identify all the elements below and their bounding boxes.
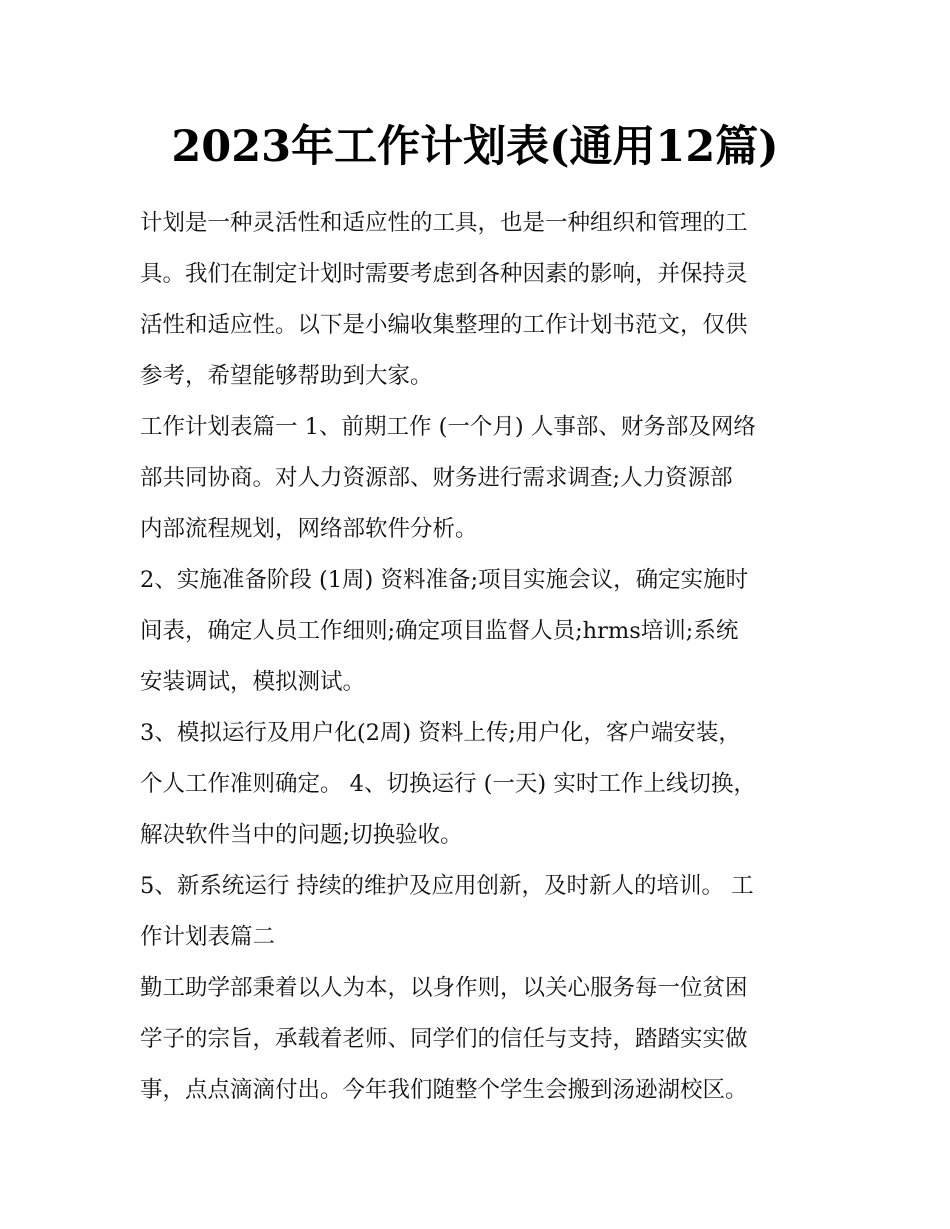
paragraph-intro xyxy=(140,198,820,402)
paragraph-step-2 xyxy=(140,555,820,708)
text-line: 具。我们在制定计划时需要考虑到各种因素的影响，并保持灵 xyxy=(140,261,748,287)
text-line: 部共同协商。对人力资源部、财务进行需求调查;人力资源部 xyxy=(140,465,733,491)
text-line: 3、模拟运行及用户化(2周) 资料上传;用户化，客户端安装， xyxy=(140,720,741,746)
text-line: 作计划表篇二 xyxy=(140,924,276,950)
text-line: 间表，确定人员工作细则;确定项目监督人员;hrms培训;系统 xyxy=(140,618,739,644)
document-title: 2023年工作计划表(通用12篇) xyxy=(171,122,779,172)
text-line: 工作计划表篇一 1、前期工作 (一个月) 人事部、财务部及网络 xyxy=(140,414,756,440)
paragraph-plan-one xyxy=(140,402,820,555)
text-line: 安装调试，模拟测试。 xyxy=(140,669,366,695)
text-line: 参考，希望能够帮助到大家。 xyxy=(140,363,433,389)
text-line: 个人工作准则确定。 4、切换运行 (一天) 实时工作上线切换， xyxy=(140,771,756,797)
text-line: 事，点点滴滴付出。今年我们随整个学生会搬到汤逊湖校区。 xyxy=(140,1077,748,1103)
text-line: 5、新系统运行 持续的维护及应用创新，及时新人的培训。 工 xyxy=(140,873,754,899)
text-line: 2、实施准备阶段 (1周) 资料准备;项目实施会议，确定实施时 xyxy=(140,567,749,593)
document-body xyxy=(140,198,820,1116)
text-line: 活性和适应性。以下是小编收集整理的工作计划书范文，仅供 xyxy=(140,312,748,338)
text-line: 计划是一种灵活性和适应性的工具，也是一种组织和管理的工 xyxy=(140,210,748,236)
paragraph-step-5 xyxy=(140,861,820,963)
paragraph-plan-two xyxy=(140,963,820,1116)
text-line: 学子的宗旨，承载着老师、同学们的信任与支持，踏踏实实做 xyxy=(140,1026,748,1052)
text-line: 内部流程规划，网络部软件分析。 xyxy=(140,516,478,542)
paragraph-step-3-4 xyxy=(140,708,820,861)
text-line: 勤工助学部秉着以人为本，以身作则，以关心服务每一位贫困 xyxy=(140,975,748,1001)
text-line: 解决软件当中的问题;切换验收。 xyxy=(140,822,463,848)
